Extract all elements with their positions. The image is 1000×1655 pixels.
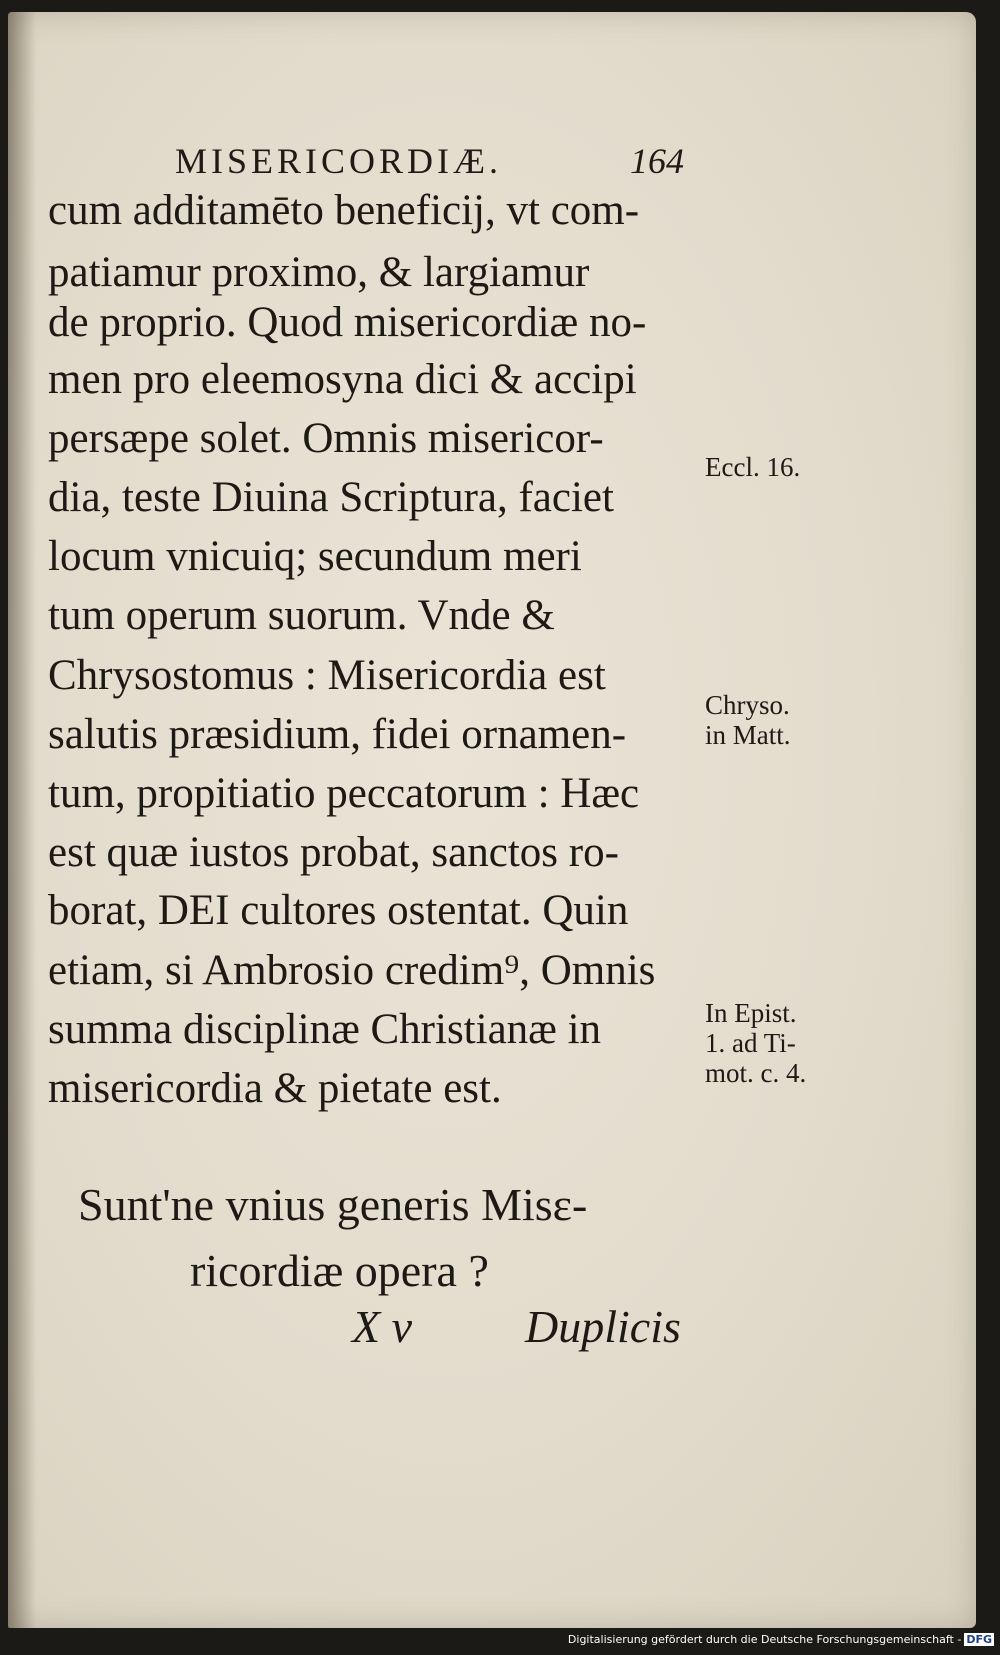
credit-text: Digitalisierung gefördert durch die Deutsche Forschungsgemeinschaft - bbox=[567, 1633, 962, 1646]
text-line: Chrysostomus : Misericordia est bbox=[48, 652, 606, 699]
margin-note-line: Eccl. 16. bbox=[705, 452, 801, 482]
text-line: locum vnicuiq; secundum meri bbox=[48, 533, 582, 580]
running-title: MISERICORDIÆ. bbox=[175, 141, 503, 181]
text-line: summa disciplinæ Christianæ in bbox=[48, 1006, 602, 1053]
text-line: tum, propitiatio peccatorum : Hæc bbox=[48, 770, 640, 817]
text-line: salutis præsidium, fidei ornamen- bbox=[48, 711, 627, 758]
margin-note-chryso bbox=[705, 690, 845, 750]
digitization-credit bbox=[568, 1633, 994, 1651]
text-line: men pro eleemosyna dici & accipi bbox=[48, 356, 637, 403]
page-number: 164 bbox=[630, 141, 684, 181]
text-line: cum additamēto beneficij, vt com- bbox=[48, 187, 640, 234]
text-line: est quæ iustos probat, sanctos ro- bbox=[48, 829, 619, 876]
text-line: de proprio. Quod misericordiæ no- bbox=[48, 299, 647, 346]
margin-note-line: mot. c. 4. bbox=[705, 1058, 807, 1088]
margin-note-line: in Matt. bbox=[705, 720, 791, 750]
text-line: misericordia & pietate est. bbox=[48, 1065, 502, 1112]
text-line: patiamur proximo, & largiamur bbox=[48, 249, 590, 296]
text-line: tum operum suorum. Vnde & bbox=[48, 592, 555, 639]
question-line-1: Sunt'ne vnius generis Misε- bbox=[78, 1179, 588, 1230]
margin-note-line: Chryso. bbox=[705, 690, 790, 720]
page-gutter-shadow bbox=[8, 12, 36, 1628]
margin-note-eccl bbox=[705, 452, 845, 482]
margin-note-line: In Epist. bbox=[705, 998, 797, 1028]
margin-note-line: 1. ad Ti- bbox=[705, 1028, 796, 1058]
text-line: etiam, si Ambrosio credim⁹, Omnis bbox=[48, 947, 656, 994]
text-line: borat, DEI cultores ostentat. Quin bbox=[48, 887, 629, 934]
signature-mark: X v bbox=[352, 1301, 413, 1352]
catchword: Duplicis bbox=[525, 1301, 681, 1352]
margin-note-epist bbox=[705, 998, 845, 1088]
dfg-logo: DFG bbox=[966, 1633, 992, 1646]
question-line-2: ricordiæ opera ? bbox=[190, 1245, 489, 1296]
text-line: persæpe solet. Omnis misericor- bbox=[48, 415, 604, 462]
text-line: dia, teste Diuina Scriptura, faciet bbox=[48, 474, 614, 521]
